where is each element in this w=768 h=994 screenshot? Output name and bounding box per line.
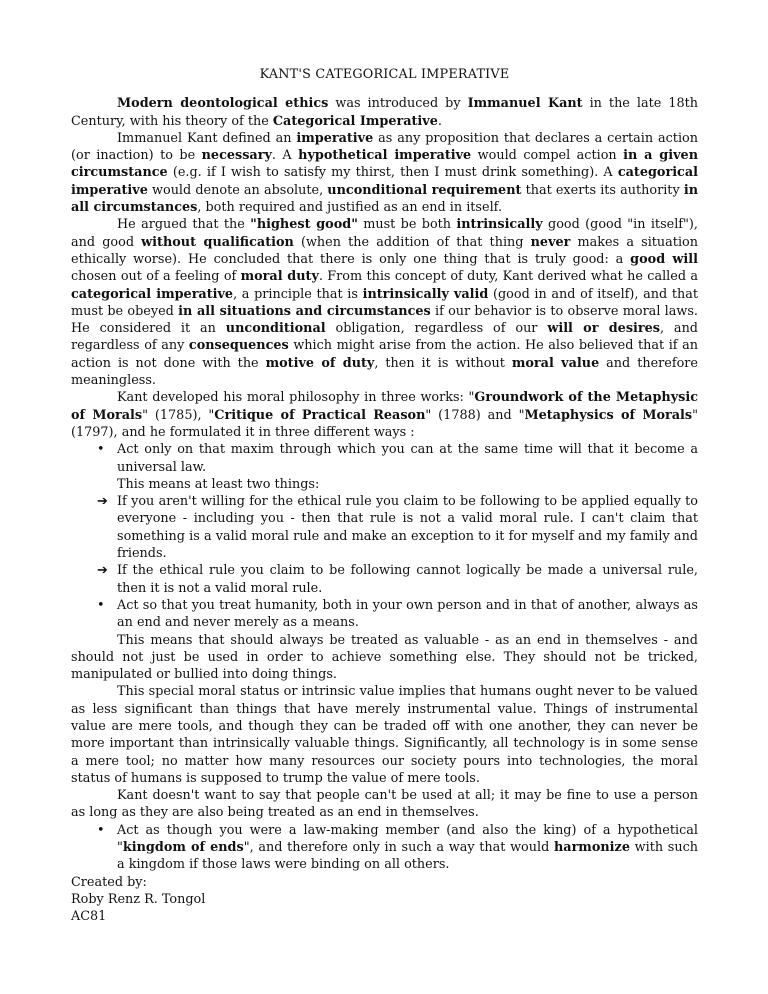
bold-term: Metaphysics of Morals: [524, 407, 693, 423]
list-item: [71, 562, 698, 597]
bold-term: Categorical Imperative: [272, 113, 438, 129]
created-by-label: Created by:: [71, 874, 147, 890]
list-item-text: If you aren't willing for the ethical rule you claim to be following to be applied equally to everyone - including you - then that rule is not a valid moral rule. I can't claim that something is a valid moral rule and make an exception to it for myself and my family and friends.: [117, 494, 698, 562]
bold-term: hypothetical imperative: [298, 148, 472, 164]
bold-term: Groundwork of the Metaphysic of Morals: [71, 390, 698, 423]
intro-paragraph: Modern deontological ethics was introduced by Immanuel Kant in the late 18th Century, with his theory of the Categorical Imperative.: [71, 96, 698, 129]
bold-term: in all situations and circumstances: [178, 303, 431, 319]
bold-term: Critique of Practical Reason: [214, 407, 426, 423]
imperative-definition-paragraph: Immanuel Kant defined an imperative as any proposition that declares a certain action (or inaction) to be necessary. A hypothetical imperative would compel action in a given circumstance (e.g. if I wish to satisfy my thirst, then I must drink something). A categorical imperative would denote an absolute, unconditional requirement that exerts its authority in all circumstances, both required and justified as an end in itself.: [71, 130, 698, 216]
list-item: [71, 822, 698, 874]
list-item: [71, 597, 698, 632]
bold-term: never: [530, 234, 571, 250]
bold-term: consequences: [188, 338, 289, 354]
bold-term: imperative: [296, 130, 374, 146]
document-title: KANT'S CATEGORICAL IMPERATIVE: [259, 67, 510, 82]
arrow-list: [71, 493, 698, 597]
document-page: [71, 66, 698, 926]
arrow-right-icon: ➔: [97, 563, 108, 579]
bold-term: without qualification: [141, 234, 294, 250]
means-two-things: This means at least two things:: [117, 476, 320, 492]
bold-term: unconditional requirement: [327, 182, 522, 198]
three-works-paragraph: Kant developed his moral philosophy in three works: "Groundwork of the Metaphysic of Morals" (1785), "Critique of Practical Reason" (1788) and "Metaphysics of Morals" (1797), and he formulated it in three different ways :: [71, 390, 699, 440]
arrow-right-icon: ➔: [97, 494, 108, 510]
bold-term: necessary: [201, 148, 272, 164]
bold-term: Modern deontological ethics: [117, 96, 329, 112]
bold-term: in all circumstances: [71, 182, 698, 216]
bold-term: kingdom of ends: [122, 840, 244, 856]
bullet-icon: •: [97, 822, 105, 838]
bold-term: intrinsically valid: [362, 286, 489, 302]
valuable-paragraph: This means that should always be treated as valuable - as an end in themselves - and should not just be used in order to achieve something else. They should not be tricked, manipulated or bullied into doing things.: [71, 632, 698, 683]
list-item: [71, 493, 698, 562]
bold-term: will or desires: [547, 321, 660, 337]
list-item-text: If the ethical rule you claim to be following cannot logically be made a universal rule, then it is not a valid moral rule.: [117, 563, 698, 596]
bold-term: in a given circumstance: [71, 148, 698, 181]
formulation-list-2: [71, 597, 698, 632]
list-item: [71, 441, 698, 476]
bold-term: moral duty: [240, 269, 319, 285]
bold-term: moral value: [511, 355, 600, 371]
bold-term: harmonize: [553, 840, 630, 856]
author-name: Roby Renz R. Tongol: [71, 891, 206, 907]
highest-good-paragraph: He argued that the "highest good" must be both intrinsically good (good "in itself"), and good without qualification (when the addition of that thing never makes a situation ethically worse). He concluded that there is only one thing that is truly good: a good will chosen out of a feeling of moral duty. From this concept of duty, Kant derived what he called a categorical imperative, a principle that is intrinsically valid (good in and of itself), and that must be obeyed in all situations and circumstances if our behavior is to observe moral laws. He considered it an unconditional obligation, regardless of our will or desires, and regardless of any consequences which might arise from the action. He also believed that if an action is not done with the motive of duty, then it is without moral value and therefore meaningless.: [71, 217, 698, 389]
bold-term: intrinsically: [456, 217, 543, 233]
bold-term: categorical imperative: [71, 165, 698, 198]
bold-term: "highest good": [250, 217, 358, 233]
bold-term: Immanuel Kant: [467, 96, 583, 112]
formulation-list-1: [71, 441, 698, 476]
bold-term: unconditional: [225, 321, 326, 337]
list-item-text: Act as though you were a law-making member (and also the king) of a hypothetical "kingdom of ends", and therefore only in such a way that would harmonize with such a kingdom if those laws were binding on all others.: [117, 822, 698, 873]
bold-term: categorical imperative: [71, 286, 234, 302]
list-item-text: Act only on that maxim through which you can at the same time will that it become a universal law.: [117, 442, 698, 475]
bold-term: good will: [630, 251, 698, 267]
section-code: AC81: [71, 909, 107, 925]
list-item-text: Act so that you treat humanity, both in your own person and in that of another, always as an end and never merely as a means.: [117, 597, 698, 631]
intrinsic-value-paragraph: This special moral status or intrinsic value implies that humans ought never to be valued as less significant than things that have merely instrumental value. Things of instrumental value are mere tools, and though they can be traded off with one another, they can never be more important than intrinsically valuable things. Significantly, all technology is in some sense a mere tool; no matter how many resources our society pours into technologies, the moral status of humans is supposed to trump the value of mere tools.: [71, 684, 698, 786]
used-as-end-paragraph: Kant doesn't want to say that people can't be used at all; it may be fine to use a person as long as they are also being treated as an end in themselves.: [71, 788, 698, 821]
bullet-icon: •: [97, 442, 105, 458]
bullet-icon: •: [97, 597, 105, 613]
bold-term: motive of duty: [265, 355, 375, 371]
formulation-list-3: [71, 822, 698, 874]
